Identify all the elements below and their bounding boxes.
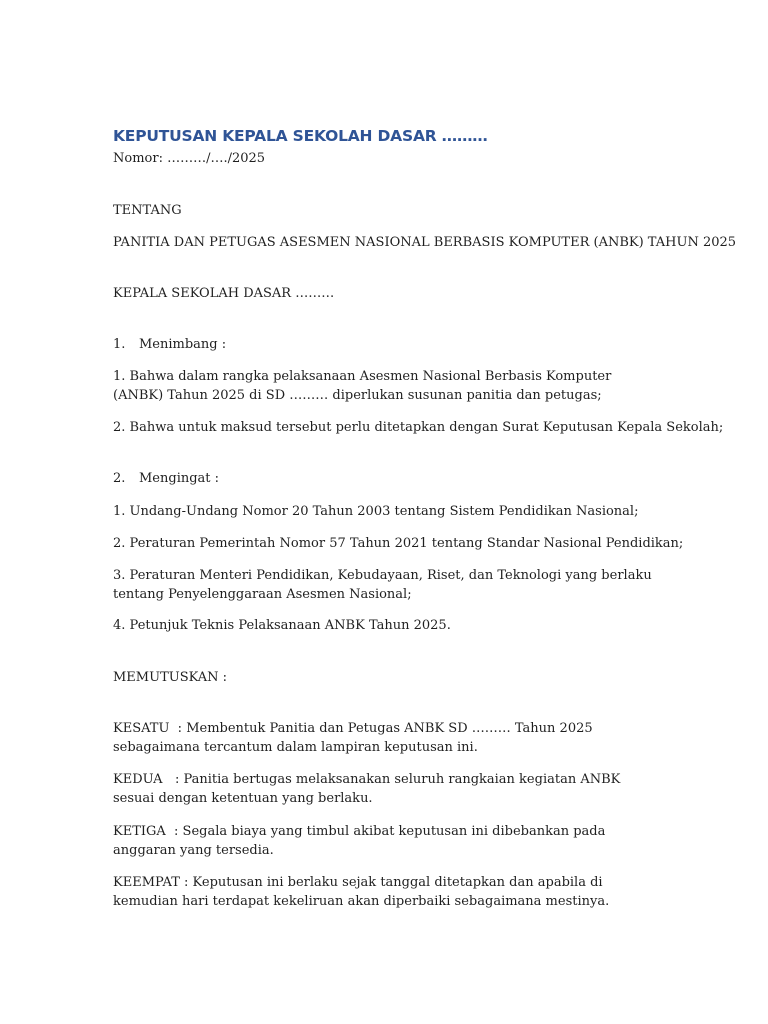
document-number: Nomor: ………/…./2025 [113, 151, 266, 166]
decision-item: KESATU : Membentuk Panitia dan Petugas ANBK SD ……… Tahun 2025 sebagaimana tercantum dalam lampiran keputusan ini. [113, 721, 597, 755]
menimbang-label: Menimbang : [139, 337, 227, 352]
mengingat-item: 2. Peraturan Pemerintah Nomor 57 Tahun 2021 tentang Standar Nasional Pendidikan; [113, 536, 684, 551]
subject-line: PANITIA DAN PETUGAS ASESMEN NASIONAL BERBASIS KOMPUTER (ANBK) TAHUN 2025 [113, 235, 737, 250]
mengingat-item: 1. Undang-Undang Nomor 20 Tahun 2003 tentang Sistem Pendidikan Nasional; [113, 504, 639, 519]
decision-item: KEDUA : Panitia bertugas melaksanakan seluruh rangkaian kegiatan ANBK sesuai dengan ketentuan yang berlaku. [113, 772, 625, 806]
mengingat-item: 3. Peraturan Menteri Pendidikan, Kebudayaan, Riset, dan Teknologi yang berlaku tentang Penyelenggaraan Asesmen Nasional; [113, 568, 652, 602]
issuer-line: KEPALA SEKOLAH DASAR ……… [113, 286, 335, 301]
mengingat-heading [113, 469, 219, 488]
mengingat-number: 2. [113, 471, 126, 486]
mengingat-label: Mengingat : [139, 471, 220, 486]
menimbang-item: 1. Bahwa dalam rangka pelaksanaan Asesmen Nasional Berbasis Komputer (ANBK) Tahun 2025 di SD ……… diperlukan susunan panitia dan petugas; [113, 369, 612, 403]
decision-item: KEEMPAT : Keputusan ini berlaku sejak tanggal ditetapkan dan apabila di kemudian hari terdapat kekeliruan akan diperbaiki sebagaimana mestinya. [113, 875, 610, 909]
mengingat-item: 4. Petunjuk Teknis Pelaksanaan ANBK Tahun 2025. [113, 618, 451, 633]
menimbang-item: 2. Bahwa untuk maksud tersebut perlu ditetapkan dengan Surat Keputusan Kepala Sekolah; [113, 420, 724, 435]
tentang-label: TENTANG [113, 203, 182, 218]
memutuskan-heading: MEMUTUSKAN : [113, 670, 228, 685]
menimbang-heading [113, 335, 226, 354]
menimbang-number: 1. [113, 337, 126, 352]
decision-item: KETIGA : Segala biaya yang timbul akibat keputusan ini dibebankan pada anggaran yang tersedia. [113, 824, 610, 858]
document-title: KEPUTUSAN KEPALA SEKOLAH DASAR ……… [113, 127, 488, 145]
